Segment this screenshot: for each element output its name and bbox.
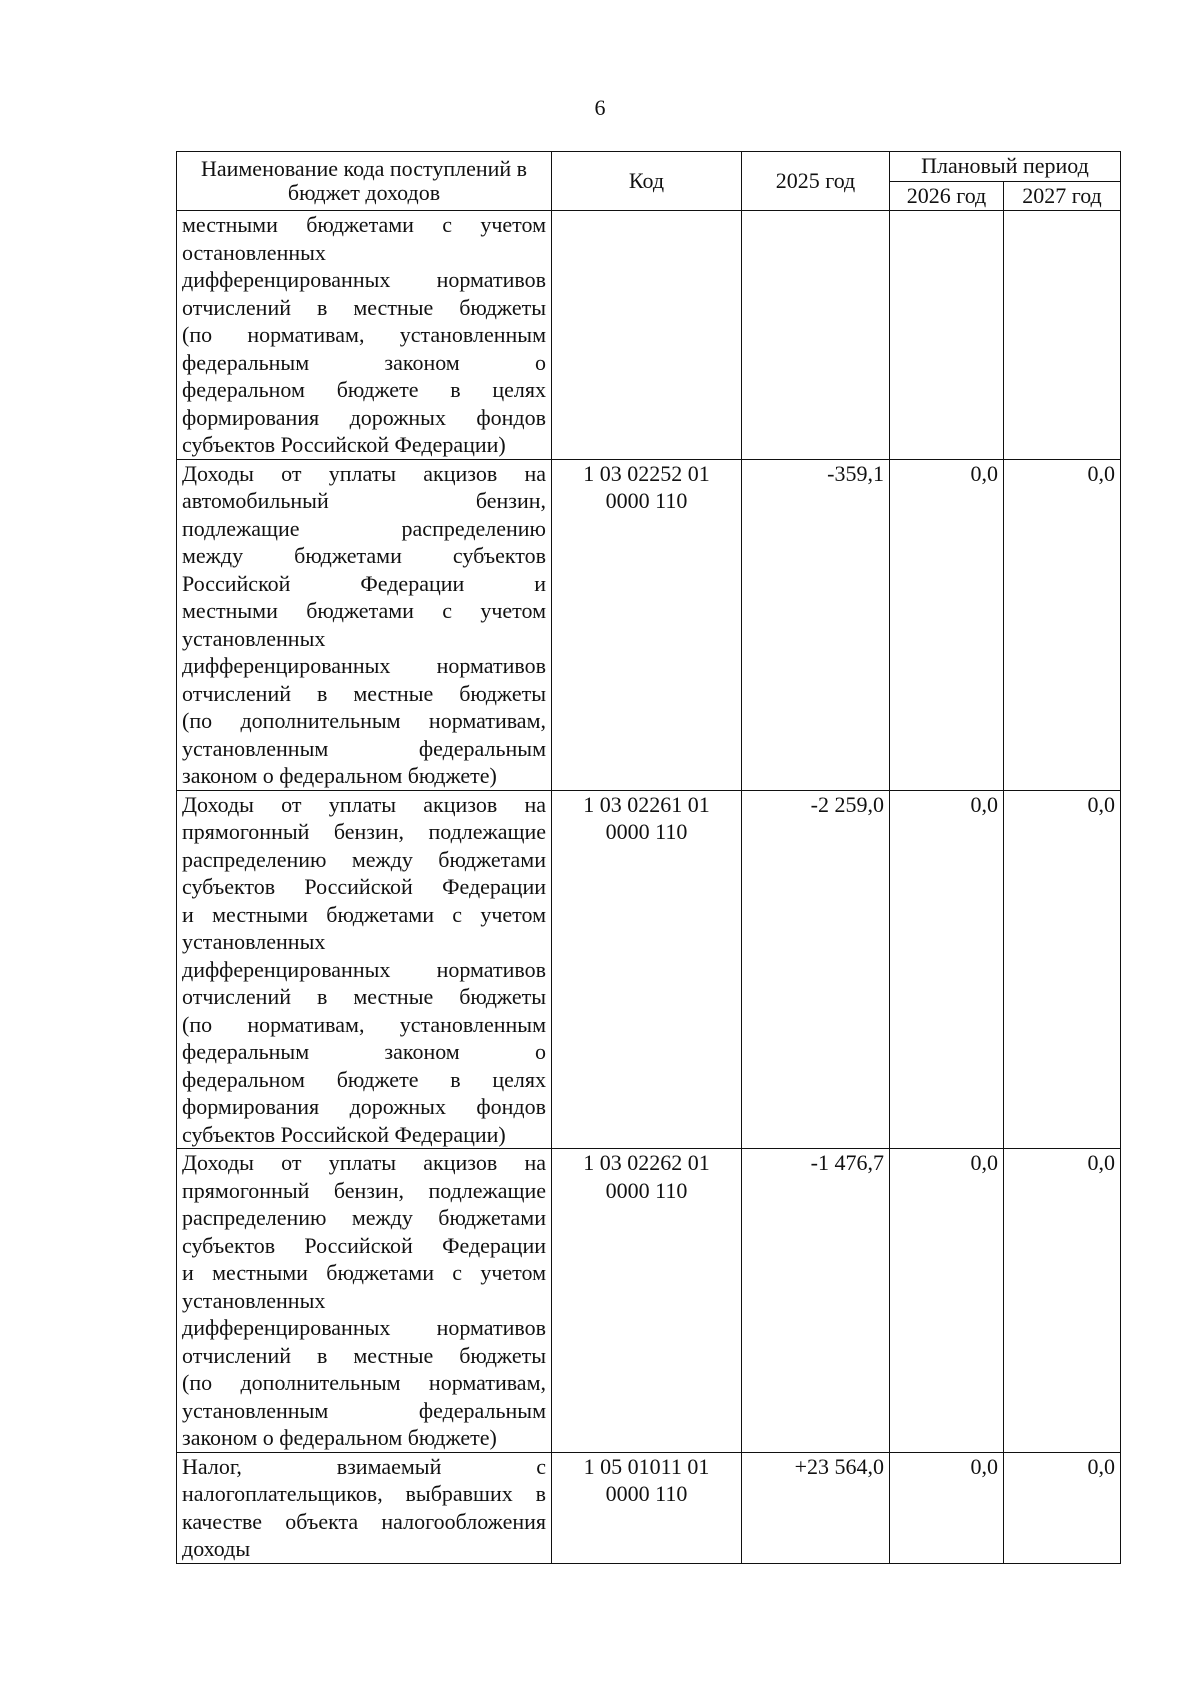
revenue-name-line: установленным федеральным <box>182 735 546 761</box>
revenue-name-line: дифференцированных нормативов <box>182 1315 546 1340</box>
value-2025-cell: -2 259,0 <box>742 790 890 1149</box>
revenue-name-cell <box>177 790 552 1149</box>
header-code: Код <box>552 152 742 211</box>
revenue-name-line: распределению между бюджетами <box>182 846 546 872</box>
revenue-name-line: установленным федеральным <box>182 1397 546 1423</box>
revenue-name-cell <box>177 1452 552 1563</box>
revenue-table <box>176 151 1121 1564</box>
table-row <box>177 459 1121 790</box>
revenue-name-line: федеральным законом о <box>182 1039 546 1064</box>
revenue-code-line: 1 03 02252 01 <box>583 460 710 486</box>
revenue-name-line: Российской Федерации и <box>182 570 546 596</box>
revenue-name-line: законом о федеральном бюджете) <box>182 763 497 788</box>
table-row <box>177 1149 1121 1453</box>
revenue-name-line: дифференцированных нормативов <box>182 653 546 678</box>
value-2026-cell <box>890 211 1004 460</box>
table-row <box>177 211 1121 460</box>
revenue-name-line: отчислений в местные бюджеты <box>182 1342 546 1368</box>
header-2026: 2026 год <box>890 181 1004 211</box>
revenue-name-line: субъектов Российской Федерации) <box>182 432 506 457</box>
revenue-name-line: федеральном бюджете в целях <box>182 377 546 402</box>
value-2025-cell: +23 564,0 <box>742 1452 890 1563</box>
revenue-code-line: 1 03 02261 01 <box>583 791 710 817</box>
revenue-name-line: установленных <box>182 929 326 954</box>
revenue-name-cell <box>177 1149 552 1453</box>
revenue-name-line: дифференцированных нормативов <box>182 956 546 982</box>
revenue-name-line: прямогонный бензин, подлежащие <box>182 819 546 844</box>
value-2027-cell: 0,0 <box>1004 1452 1121 1563</box>
value-2026-cell: 0,0 <box>890 459 1004 790</box>
header-2027: 2027 год <box>1004 181 1121 211</box>
page-number: 6 <box>594 95 606 120</box>
revenue-name-line: Доходы от уплаты акцизов на <box>182 1150 546 1175</box>
revenue-name-line: формирования дорожных фондов <box>182 404 546 430</box>
revenue-name-line: законом о федеральном бюджете) <box>182 1425 497 1450</box>
revenue-name-line: прямогонный бензин, подлежащие <box>182 1177 546 1203</box>
revenue-name-line: установленных <box>182 1287 326 1313</box>
revenue-name-line: дифференцированных нормативов <box>182 267 546 292</box>
revenue-name-line: подлежащие распределению <box>182 515 546 541</box>
revenue-name-line: субъектов Российской Федерации) <box>182 1121 506 1147</box>
revenue-code-cell <box>552 1452 742 1563</box>
revenue-name-line: автомобильный бензин, <box>182 488 546 513</box>
revenue-name-line: отчислений в местные бюджеты <box>182 680 546 706</box>
revenue-name-cell <box>177 459 552 790</box>
revenue-name-line: Налог, взимаемый с <box>182 1453 546 1479</box>
value-2027-cell: 0,0 <box>1004 790 1121 1149</box>
revenue-name-line: (по нормативам, установленным <box>182 322 546 347</box>
revenue-name-line: отчислений в местные бюджеты <box>182 984 546 1009</box>
revenue-name-line: и местными бюджетами с учетом <box>182 1260 546 1285</box>
revenue-name-line: (по дополнительным нормативам, <box>182 708 546 733</box>
revenue-code-cell <box>552 1149 742 1453</box>
value-2026-cell: 0,0 <box>890 1149 1004 1453</box>
revenue-code-line: 0000 110 <box>605 1481 688 1506</box>
revenue-code-line: 0000 110 <box>605 819 688 844</box>
value-2025-cell <box>742 211 890 460</box>
revenue-name-line: отчислений в местные бюджеты <box>182 294 546 320</box>
revenue-name-line: доходы <box>182 1536 251 1561</box>
revenue-code-line: 1 05 01011 01 <box>583 1453 710 1479</box>
revenue-name-line: распределению между бюджетами <box>182 1205 546 1230</box>
value-2027-cell <box>1004 211 1121 460</box>
header-name: Наименование кода поступлений в бюджет доходов <box>177 152 552 211</box>
revenue-name-line: местными бюджетами с учетом <box>182 212 546 237</box>
revenue-name-line: формирования дорожных фондов <box>182 1094 546 1119</box>
revenue-name-cell <box>177 211 552 460</box>
revenue-code-line: 0000 110 <box>605 1177 688 1203</box>
revenue-name-line: установленных <box>182 625 326 651</box>
revenue-code-line: 0000 110 <box>605 488 688 513</box>
revenue-name-line: местными бюджетами с учетом <box>182 598 546 623</box>
revenue-name-line: между бюджетами субъектов <box>182 543 546 568</box>
revenue-code-cell <box>552 211 742 460</box>
revenue-name-line: и местными бюджетами с учетом <box>182 901 546 927</box>
revenue-name-line: остановленных <box>182 239 326 265</box>
value-2026-cell: 0,0 <box>890 1452 1004 1563</box>
revenue-name-line: Доходы от уплаты акцизов на <box>182 791 546 817</box>
revenue-name-line: федеральным законом о <box>182 349 546 375</box>
revenue-code-line: 1 03 02262 01 <box>583 1150 710 1175</box>
value-2025-cell: -359,1 <box>742 459 890 790</box>
revenue-name-line: субъектов Российской Федерации <box>182 874 546 899</box>
revenue-name-line: качестве объекта налогообложения <box>182 1508 546 1534</box>
header-2025: 2025 год <box>742 152 890 211</box>
value-2027-cell: 0,0 <box>1004 1149 1121 1453</box>
value-2026-cell: 0,0 <box>890 790 1004 1149</box>
revenue-name-line: (по дополнительным нормативам, <box>182 1370 546 1395</box>
revenue-name-line: Доходы от уплаты акцизов на <box>182 460 546 486</box>
header-planning-period: Плановый период <box>890 152 1121 182</box>
revenue-code-cell <box>552 790 742 1149</box>
revenue-name-line: субъектов Российской Федерации <box>182 1232 546 1258</box>
revenue-name-line: (по нормативам, установленным <box>182 1011 546 1037</box>
value-2025-cell: -1 476,7 <box>742 1149 890 1453</box>
revenue-code-cell <box>552 459 742 790</box>
table-row <box>177 790 1121 1149</box>
revenue-name-line: налогоплательщиков, выбравших в <box>182 1481 546 1506</box>
table-row <box>177 1452 1121 1563</box>
value-2027-cell: 0,0 <box>1004 459 1121 790</box>
revenue-name-line: федеральном бюджете в целях <box>182 1066 546 1092</box>
